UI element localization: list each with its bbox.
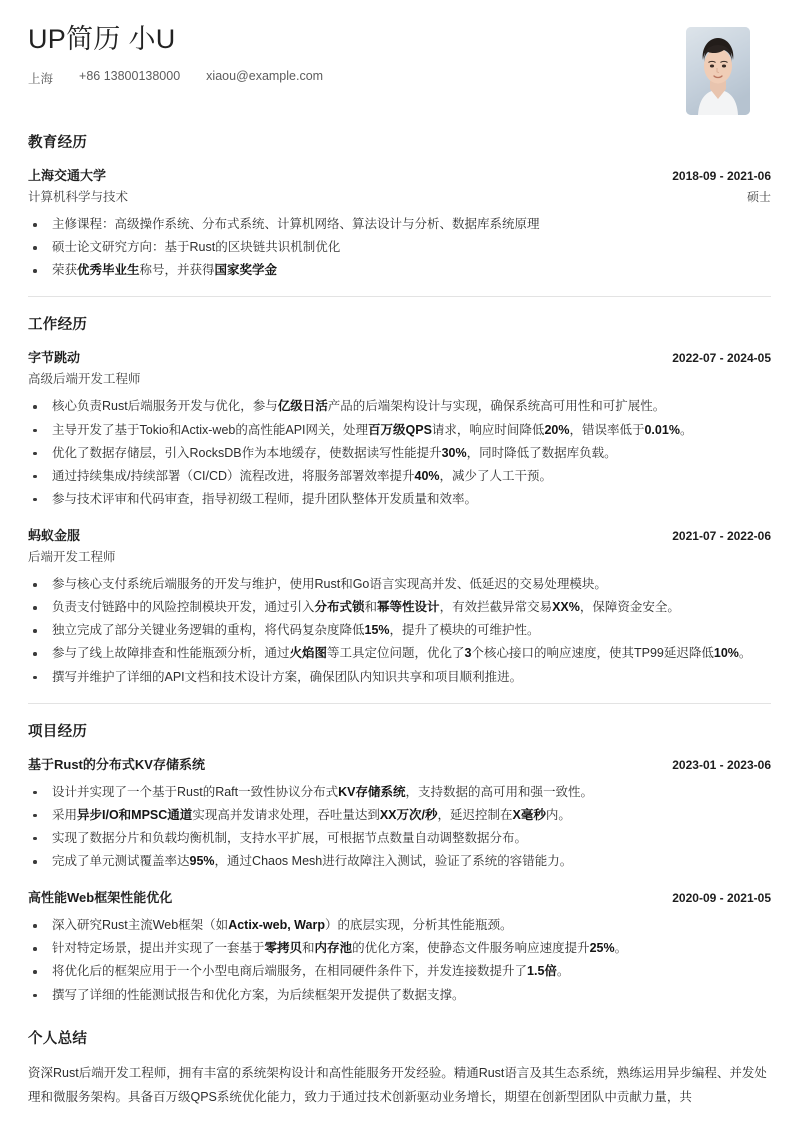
entry-organization: 高性能Web框架性能优化 [28, 890, 173, 906]
bullet-item: 参与了线上故障排查和性能瓶颈分析，通过火焰图等工具定位问题，优化了3个核心接口的响应速度，使其TP99延迟降低10%。 [28, 642, 771, 665]
entry-organization: 上海交通大学 [28, 168, 107, 183]
entry-head [28, 887, 771, 906]
entry-date: 2018-09 - 2021-06 [672, 169, 771, 183]
bullet-item: 荣获优秀毕业生称号，并获得国家奖学金 [28, 259, 771, 282]
entry-bullet-list [28, 781, 771, 874]
entry-organization: 蚂蚁金服 [28, 528, 81, 543]
section-title-summary: 个人总结 [28, 1030, 88, 1047]
entry [28, 347, 771, 511]
entry-degree: 硕士 [746, 190, 771, 204]
bullet-item: 设计并实现了一个基于Rust的Raft一致性协议分布式KV存储系统，支持数据的高可用和强一致性。 [28, 781, 771, 804]
bullet-item: 主导开发了基于Tokio和Actix-web的高性能API网关，处理百万级QPS请求，响应时间降低20%，错误率低于0.01%。 [28, 419, 771, 442]
bullet-item: 采用异步I/O和MPSC通道实现高并发请求处理，吞吐量达到XX万次/秒，延迟控制在X毫秒内。 [28, 804, 771, 827]
entry-date: 2021-07 - 2022-06 [672, 529, 771, 543]
bullet-item: 优化了数据存储层，引入RocksDB作为本地缓存，使数据读写性能提升30%，同时降低了数据库负载。 [28, 442, 771, 465]
entry-organization: 字节跳动 [28, 350, 81, 366]
entry [28, 525, 771, 689]
bullet-item: 完成了单元测试覆盖率达95%，通过Chaos Mesh进行故障注入测试，验证了系统的容错能力。 [28, 850, 771, 873]
entry-role: 后端开发工程师 [28, 550, 116, 564]
section-work [28, 296, 771, 688]
contact-item-1: +86 13800138000 [79, 69, 181, 84]
contact-row [28, 69, 323, 87]
bullet-item: 参与核心支付系统后端服务的开发与维护，使用Rust和Go语言实现高并发、低延迟的交易处理模块。 [28, 573, 771, 596]
contact-item-2: xiaou@example.com [206, 69, 324, 84]
resume-header [28, 0, 771, 115]
bullet-item: 负责支付链路中的风险控制模块开发，通过引入分布式锁和幂等性设计，有效拦截异常交易XX%，保障资金安全。 [28, 596, 771, 619]
summary-text: 资深Rust后端开发工程师，拥有丰富的系统架构设计和高性能服务开发经验。精通Rust语言及其生态系统，熟练运用异步编程、并发处理和微服务架构。具备百万级QPS系统优化能力，致力于通过技术创新驱动业务增长，期望在创新型团队中贡献力量，共 [28, 1065, 767, 1104]
entry-bullet-list [28, 395, 771, 511]
bullet-item: 将优化后的框架应用于一个小型电商后端服务，在相同硬件条件下，并发连接数提升了1.5倍。 [28, 960, 771, 983]
section-title-projects: 项目经历 [28, 723, 88, 740]
photo-illustration [686, 27, 750, 115]
bullet-item: 撰写了详细的性能测试报告和优化方案，为后续框架开发提供了数据支撑。 [28, 984, 771, 1007]
entry-role: 计算机科学与技术 [28, 190, 129, 204]
bullet-item: 硕士论文研究方向：基于Rust的区块链共识机制优化 [28, 236, 771, 259]
bullet-item: 参与技术评审和代码审查，指导初级工程师，提升团队整体开发质量和效率。 [28, 488, 771, 511]
entry-subhead [28, 187, 771, 205]
bullet-item: 主修课程：高级操作系统、分布式系统、计算机网络、算法设计与分析、数据库系统原理 [28, 213, 771, 236]
bullet-item: 通过持续集成/持续部署（CI/CD）流程改进，将服务部署效率提升40%，减少了人工干预。 [28, 465, 771, 488]
entry-head [28, 525, 771, 544]
bullet-item: 针对特定场景，提出并实现了一套基于零拷贝和内存池的优化方案，使静态文件服务响应速度提升25%。 [28, 937, 771, 960]
entry-subhead [28, 369, 771, 387]
header-left [28, 18, 323, 87]
entry-head [28, 347, 771, 366]
entry-date: 2022-07 - 2024-05 [672, 351, 771, 366]
bullet-item: 深入研究Rust主流Web框架（如Actix-web, Warp）的底层实现，分析其性能瓶颈。 [28, 914, 771, 937]
section-projects [28, 703, 771, 1007]
entry-head [28, 754, 771, 773]
section-summary [28, 1011, 771, 1110]
resume-sections [28, 115, 771, 1007]
entry [28, 754, 771, 874]
entry-role: 高级后端开发工程师 [28, 372, 141, 387]
section-education [28, 115, 771, 282]
entry-organization: 基于Rust的分布式KV存储系统 [28, 756, 205, 772]
entry-bullet-list [28, 213, 771, 282]
entry-date: 2023-01 - 2023-06 [672, 757, 771, 772]
entry-bullet-list [28, 573, 771, 689]
entry-head [28, 165, 771, 184]
entry [28, 887, 771, 1007]
entry [28, 165, 771, 282]
bullet-item: 撰写并维护了详细的API文档和技术设计方案，确保团队内知识共享和项目顺利推进。 [28, 666, 771, 689]
contact-item-0: 上海 [28, 72, 54, 87]
entry-subhead [28, 547, 771, 565]
page-title: UP简历 小U [28, 24, 176, 54]
section-title-education: 教育经历 [28, 135, 88, 151]
section-title-work: 工作经历 [28, 317, 88, 334]
bullet-item: 实现了数据分片和负载均衡机制，支持水平扩展，可根据节点数量自动调整数据分布。 [28, 827, 771, 850]
entry-date: 2020-09 - 2021-05 [672, 891, 771, 906]
entry-bullet-list [28, 914, 771, 1007]
bullet-item: 核心负责Rust后端服务开发与优化，参与亿级日活产品的后端架构设计与实现，确保系统高可用性和可扩展性。 [28, 395, 771, 418]
profile-photo [686, 27, 750, 115]
bullet-item: 独立完成了部分关键业务逻辑的重构，将代码复杂度降低15%，提升了模块的可维护性。 [28, 619, 771, 642]
